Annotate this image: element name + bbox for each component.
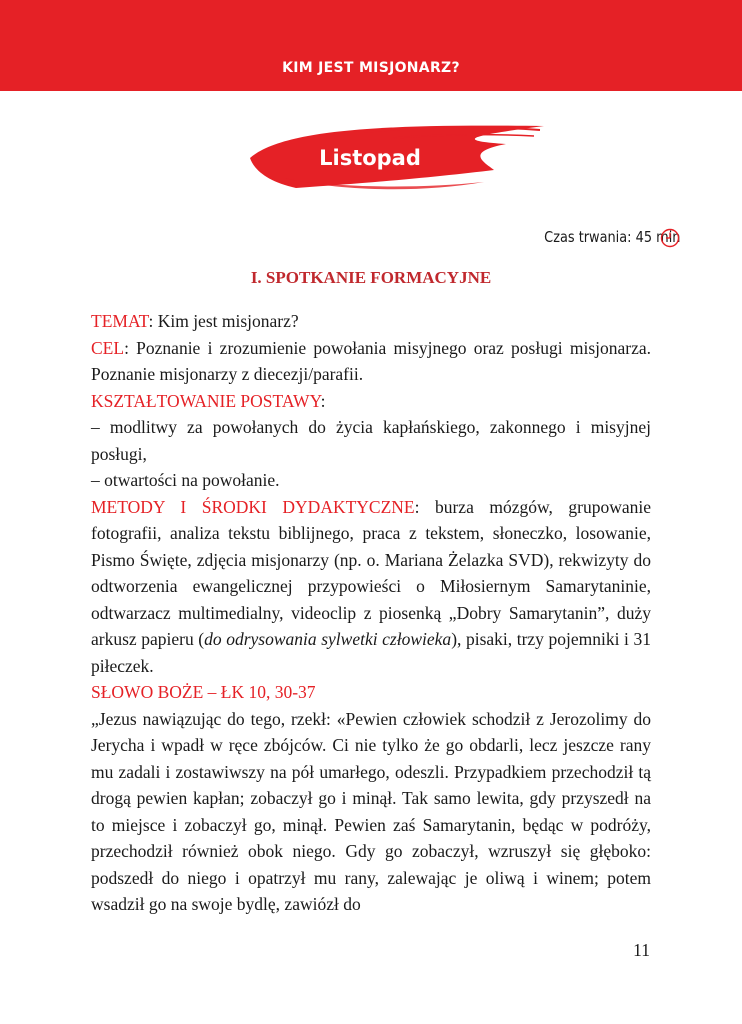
attitudes-label: KSZTAŁTOWANIE POSTAWY [91, 390, 321, 411]
methods-italic-text: do odrysowania sylwetki człowieka [204, 629, 452, 649]
attitudes-item: – otwartości na powołanie. [91, 470, 280, 490]
month-label: Listopad [319, 146, 421, 170]
attitudes-paragraph [91, 388, 651, 415]
goal-paragraph [91, 335, 651, 388]
section-heading: I. SPOTKANIE FORMACYJNE [250, 268, 492, 287]
goal-label: CEL [91, 337, 125, 358]
topic-paragraph [91, 308, 651, 335]
goal-text: : Poznanie i zrozumienie powołania misyjnego oraz posługi misjonarza. Poznanie misjonarzy z diecezji/parafii. [91, 337, 651, 384]
methods-text: : burza mózgów, grupowanie fotografii, analiza tekstu biblijnego, praca z tekstem, słoneczko, losowanie, Pismo Święte, zdjęcia misjonarzy (np. o. Mariana Żelazka SVD), rekwizyty do odtworzenia ewangelicznej przypowieści o Miłosiernym Samarytaninie, odtwarzacz multimedialny, videoclip z piosenką „Dobry Samarytanin”, duży arkusz papieru ( [91, 496, 651, 649]
scripture-label: SŁOWO BOŻE – ŁK 10, 30-37 [91, 682, 316, 702]
lesson-content [91, 308, 651, 918]
clock-icon [660, 228, 680, 248]
topic-label: TEMAT [91, 311, 149, 331]
attitudes-item: – modlitwy za powołanych do życia kapłańskiego, zakonnego i misyjnej posługi, [91, 417, 651, 464]
header-band [0, 0, 742, 91]
page-number: 11 [633, 940, 650, 960]
attitudes-colon: : [320, 390, 326, 411]
topic-text: : Kim jest misjonarz? [148, 311, 299, 331]
methods-paragraph [91, 494, 651, 680]
duration-text: Czas trwania: 45 min [543, 228, 680, 246]
methods-text-end: ), pisaki, trzy pojemniki i 31 piłeczek. [91, 629, 651, 676]
methods-label: METODY I ŚRODKI DYDAKTYCZNE [91, 496, 415, 517]
chapter-title: KIM JEST MISJONARZ? [282, 60, 460, 76]
scripture-text: „Jezus nawiązując do tego, rzekł: «Pewien człowiek schodził z Jerozolimy do Jerycha i wpadł w ręce zbójców. Ci nie tylko że go obdarli, lecz jeszcze rany mu zadali i zostawiwszy na pół umarłego, odeszli. Przypadkiem przechodził tą drogą pewien kapłan; zobaczył go i minął. Tak samo lewita, gdy przyszedł na to miejsce i zobaczył go, minął. Pewien zaś Samarytanin, będąc w podróży, przechodził również obok niego. Gdy go zobaczył, wzruszył się głęboko: podszedł do niego i opatrzył mu rany, zalewając je oliwą i winem; potem wsadził go na swoje bydlę, zawiózł do [91, 708, 651, 914]
